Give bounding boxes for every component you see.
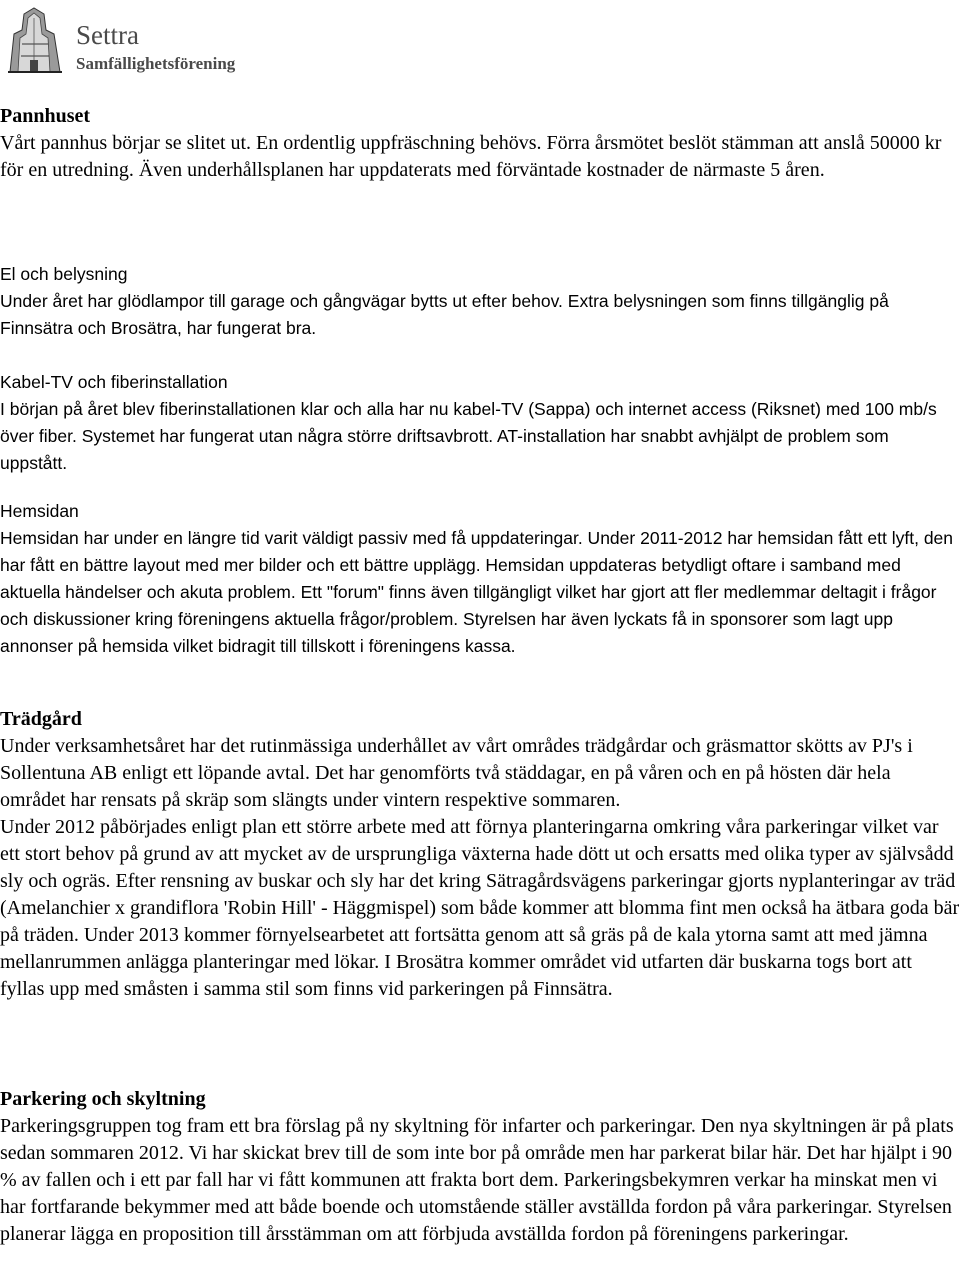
logo-subtitle: Samfällighetsförening xyxy=(76,54,236,73)
section-heading: Hemsidan xyxy=(0,501,79,521)
section-paragraph: Vårt pannhus börjar se slitet ut. En ordentlig uppfräschning behövs. Förra årsmötet beslöt stämman att anslå 50000 kr för en utredning. Även underhållsplanen har uppdaterats med förväntade kostnader de närmaste 5 åren. xyxy=(0,132,942,181)
section-paragraph: I början på året blev fiberinstallationen klar och alla har nu kabel-TV (Sappa) och internet access (Riksnet) med 100 mb/s över fiber. Systemet har fungerat utan några större driftsavbrott. AT-installation har snabbt avhjälpt de problem som uppstått. xyxy=(0,399,937,473)
section-heading: El och belysning xyxy=(0,264,128,284)
section-heading: Trädgård xyxy=(0,708,82,730)
tower-logo-icon xyxy=(4,4,66,74)
association-logo xyxy=(4,4,254,74)
section-tradgard xyxy=(0,706,960,1003)
section-hemsidan xyxy=(0,498,960,660)
section-paragraph: Under verksamhetsåret har det rutinmässiga underhållet av vårt områdes trädgårdar och gräsmattor skötts av PJ's i Sollentuna AB enligt ett löpande avtal. Det har genomförts två städdagar, en på våren och en på hösten där hela området har rensats på skräp som slängts under vintern respektive sommaren. xyxy=(0,735,913,811)
section-kabel-tv xyxy=(0,369,960,477)
section-heading: Kabel-TV och fiberinstallation xyxy=(0,372,228,392)
section-paragraph: Parkeringsgruppen tog fram ett bra förslag på ny skyltning för infarter och parkeringar. Den nya skyltningen är på plats sedan sommaren 2012. Vi har skickat brev till de som inte bor på område men har parkerat bilar här. Det har hjälpt i 90 % av fallen och i ett par fall har vi fått kommunen att frakta bort dem. Parkeringsbekymren verkar ha minskat men vi har fortfarande bekymmer med att både boende och utomstående ställer avställda fordon på våra parkeringar. Styrelsen planerar lägga en proposition till årsstämman om att förbjuda avställda fordon på föreningens parkeringar. xyxy=(0,1115,954,1245)
section-heading: Pannhuset xyxy=(0,105,91,127)
logo-name: Settra xyxy=(76,20,139,50)
section-paragraph: Under året har glödlampor till garage och gångvägar bytts ut efter behov. Extra belysningen som finns tillgänglig på Finnsätra och Brosätra, har fungerat bra. xyxy=(0,291,889,338)
section-paragraph: Hemsidan har under en längre tid varit väldigt passiv med få uppdateringar. Under 2011-2012 har hemsidan fått ett lyft, den har fått en bättre layout med mer bilder och ett bättre upplägg. Hemsidan uppdateras betydligt oftare i samband med aktuella händelser och akuta problem. Ett "forum" finns även tillgängligt vilket har gjort att fler medlemmar deltagit i frågor och diskussioner kring föreningens aktuella frågor/problem. Styrelsen har även lyckats få in sponsorer som lagt upp annonser på hemsida vilket bidragit till tillskott i föreningens kassa. xyxy=(0,528,954,656)
section-el-och-belysning xyxy=(0,261,960,342)
section-pannhuset xyxy=(0,103,960,184)
section-paragraph: Under 2012 påbörjades enligt plan ett större arbete med att förnya planteringarna omkring våra parkeringar vilket var ett stort behov på grund av att mycket av de ursprungliga växterna hade dött ut och ersatts med olika typer av självsådd sly och ogräs. Efter rensning av buskar och sly har det kring Sätragårdsvägens parkeringar gjorts nyplanteringar av träd (Amelanchier x grandiflora 'Robin Hill' - Häggmispel) som både kommer att blomma fint men också ha ätbara goda bär på träden. Under 2013 kommer förnyelsearbetet att fortsätta genom att så gräs på de kala ytorna samt att med jämna mellanrummen anlägga planteringar med lökar. I Brosätra kommer området vid utfarten där buskarna togs bort att fyllas upp med småsten i samma stil som finns vid parkeringen på Finnsätra. xyxy=(0,816,960,1000)
section-heading: Parkering och skyltning xyxy=(0,1088,206,1110)
section-parkering xyxy=(0,1086,960,1248)
